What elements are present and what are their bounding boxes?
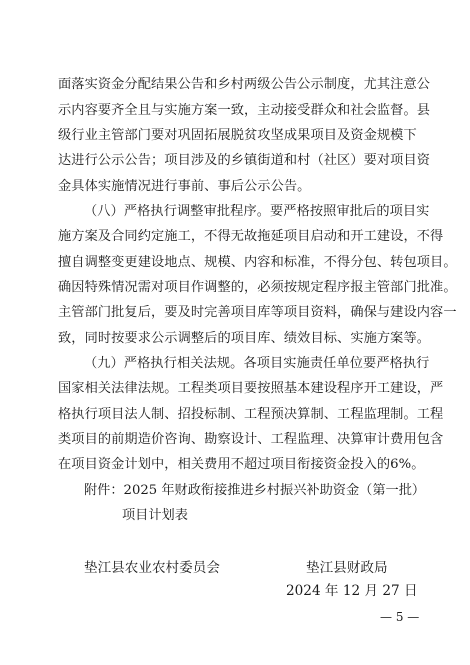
body-text-line: 格执行项目法人制、招投标制、工程预决算制、工程监理制。工程: [58, 407, 444, 422]
page-number: — 5 —: [380, 610, 420, 624]
body-text-line: 金具体实施情况进行事前、事后公示公告。: [58, 179, 311, 194]
body-text-line: 确因特殊情况需对项目作调整的，必须按规定程序报主管部门批准。: [58, 280, 457, 295]
attachment-label-continued: 项目计划表: [122, 508, 188, 523]
body-text-line: 擅自调整变更建设地点、规模、内容和标准，不得分包、转包项目。: [58, 255, 457, 270]
body-text-line: 主管部门批复后，要及时完善项目库等项目资料，确保与建设内容一: [58, 305, 457, 320]
section-nine-heading-line: （九）严格执行相关法规。各项目实施责任单位要严格执行: [84, 356, 430, 371]
attachment-label: 附件：2025 年财政衔接推进乡村振兴补助资金（第一批）: [84, 483, 426, 498]
body-text-line: 示内容要齐全且与实施方案一致，主动接受群众和社会监督。县: [58, 103, 431, 118]
body-text-line: 类项目的前期造价咨询、勘察设计、工程监理、决算审计费用包含: [58, 432, 444, 447]
body-text-line: 施方案及合同约定施工，不得无故拖延项目启动和开工建设，不得: [58, 229, 444, 244]
section-eight-heading-line: （八）严格执行调整审批程序。要严格按照审批后的项目实: [84, 204, 430, 219]
document-date: 2024 年 12 月 27 日: [286, 583, 418, 599]
body-text-line: 在项目资金计划中，相关费用不超过项目衔接资金投入的6%。: [58, 457, 425, 472]
body-text-line: 面落实资金分配结果公告和乡村两级公告公示制度，尤其注意公: [58, 77, 431, 92]
body-text-line: 达进行公示公告；项目涉及的乡镇街道和村（社区）要对项目资: [58, 153, 431, 168]
signature-agriculture-committee: 垫江县农业农村委员会: [84, 560, 220, 576]
body-text-line: 级行业主管部门要对巩固拓展脱贫攻坚成果项目及资金规模下: [58, 128, 417, 143]
signature-finance-bureau: 垫江县财政局: [306, 560, 388, 576]
body-text-line: 致，同时按要求公示调整后的项目库、绩效目标、实施方案等。: [58, 331, 431, 346]
body-text-line: 国家相关法律法规。工程类项目要按照基本建设程序开工建设，严: [58, 381, 444, 396]
